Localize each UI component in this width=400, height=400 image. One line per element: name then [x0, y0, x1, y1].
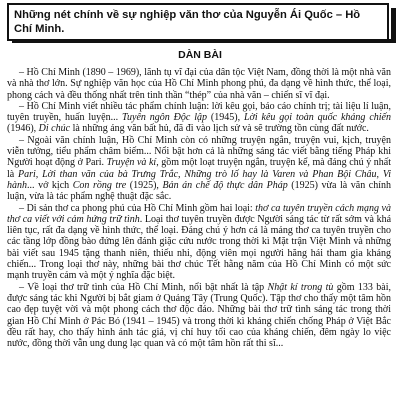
italic-text: Nhật kí trong tù	[267, 281, 334, 293]
italic-text: Bản án chế độ thực dân Pháp	[162, 179, 288, 191]
paragraph-text: – Hồ Chí Minh viết nhiều tác phẩm chính luận: lời kêu gọi, báo cáo chính trị; tài liệu lí luận, tuyên truyền, huấn luyện...	[7, 100, 391, 124]
paragraph-text: (1925) vừa là văn chính luận, vừa là tác phẩm nghệ thuật đặc sắc.	[7, 179, 391, 203]
body-paragraph	[7, 203, 391, 282]
italic-text: Con rồng tre	[72, 179, 127, 191]
italic-text: Truyện và kí	[106, 157, 157, 169]
body-paragraph	[7, 282, 391, 350]
paragraph-text: (1946),	[7, 123, 39, 135]
italic-text: Lời kêu gọi toàn quốc kháng chiến	[243, 112, 391, 124]
paragraph-text: . Loại thơ tuyên truyền được Người sáng tác từ rất sớm và khá liên tục, rất đa dạng về hình thức, thể loại. Đáng chú ý hơn cả là mảng thơ ca tuyên truyền cho các tầng lớp đồng bào đứng lên đánh giặc cứu nước trong thời kì Mặt trận Việt Minh và những bài viết sau 1945 tặng thanh niên, thiếu nhi, động viên mọi người hăng hái tham gia kháng chiến... Trong loại thơ này, những bài thơ chúc Tết hằng năm của Hồ Chí Minh có một sức mạnh truyền cảm và một ý nghĩa đặc biệt.	[7, 213, 392, 282]
title-box	[7, 3, 389, 41]
italic-text: Pari, Lời than vãn của bà Trưng Trắc, Những trò lố hay là Varen và Phan Bội Châu, Vi hành	[7, 168, 391, 191]
paragraph-text: , gồm một loạt truyện ngắn, truyện kể, mà đáng chú ý nhất là	[7, 157, 391, 180]
document-body	[7, 67, 391, 349]
title-box-shadow-right	[391, 8, 396, 41]
body-paragraph	[7, 135, 391, 203]
paragraph-text: (1945),	[207, 112, 244, 124]
paragraph-text: – Về loại thơ trữ tình của Hồ Chí Minh, nổi bật nhất là tập	[19, 281, 268, 293]
paragraph-text: (1925),	[126, 179, 163, 191]
paragraph-text: là những áng văn bất hủ, đã đi vào lịch sử và sẽ trường tồn cùng đất nước.	[70, 123, 369, 135]
paragraph-text: ... vở kịch	[27, 179, 73, 191]
paragraph-text: – Hồ Chí Minh (1890 – 1969), lãnh tụ vĩ đại của dân tộc Việt Nam, đồng thời là một nhà văn và nhà thơ lớn. Sự nghiệp văn học của Hồ Chí Minh phong phú, đa dạng về hình thức, thể loại, phong cách và đều thống nhất trên tinh thần “thép” của nhà văn – chiến sĩ vĩ đại.	[7, 67, 391, 101]
paragraph-text: – Ngoài văn chính luận, Hồ Chí Minh còn có những truyện ngắn, truyện vui, kịch, truyện viễn tưởng, tiểu phẩm châm biếm... Nổi bật hơn cả là những sáng tác viết bằng tiếng Pháp khi Người hoạt động ở Pari.	[7, 134, 391, 169]
paragraph-text: gồm 133 bài, được sáng tác khi Người bị bắt giam ở Quảng Tây (Trung Quốc). Tập thơ cho thấy một tâm hồn cao đẹp tuyệt vời và một phong cách thơ độc đáo. Những bài thơ trữ tình sáng tác trong thời gian Hồ Chí Minh ở Pác Bó (1941 – 1945) và trong thời kì kháng chiến chống Pháp ở Việt Bắc đều rất hay, cho thấy hình ảnh tác giả, vị chỉ huy tối cao của kháng chiến, đêm ngày lo việc nước, đồng thời vẫn ung dung lạc quan và có một tâm hồn rất thi sĩ...	[7, 281, 391, 350]
section-heading: DÀN BÀI	[178, 49, 222, 61]
italic-text: thơ ca tuyên truyền cách mạng và thơ ca viết với cảm hứng trữ tình	[7, 202, 391, 225]
italic-text: Di chúc	[38, 123, 71, 135]
body-paragraph	[7, 67, 391, 101]
paragraph-text: – Di sản thơ ca phong phú của Hồ Chí Minh gồm hai loại:	[19, 202, 256, 214]
body-paragraph	[7, 101, 391, 135]
italic-text: Tuyên ngôn Độc lập	[122, 112, 208, 124]
document-title: Những nét chính về sự nghiệp văn thơ của Nguyễn Ái Quốc – Hồ Chí Minh.	[14, 9, 361, 35]
